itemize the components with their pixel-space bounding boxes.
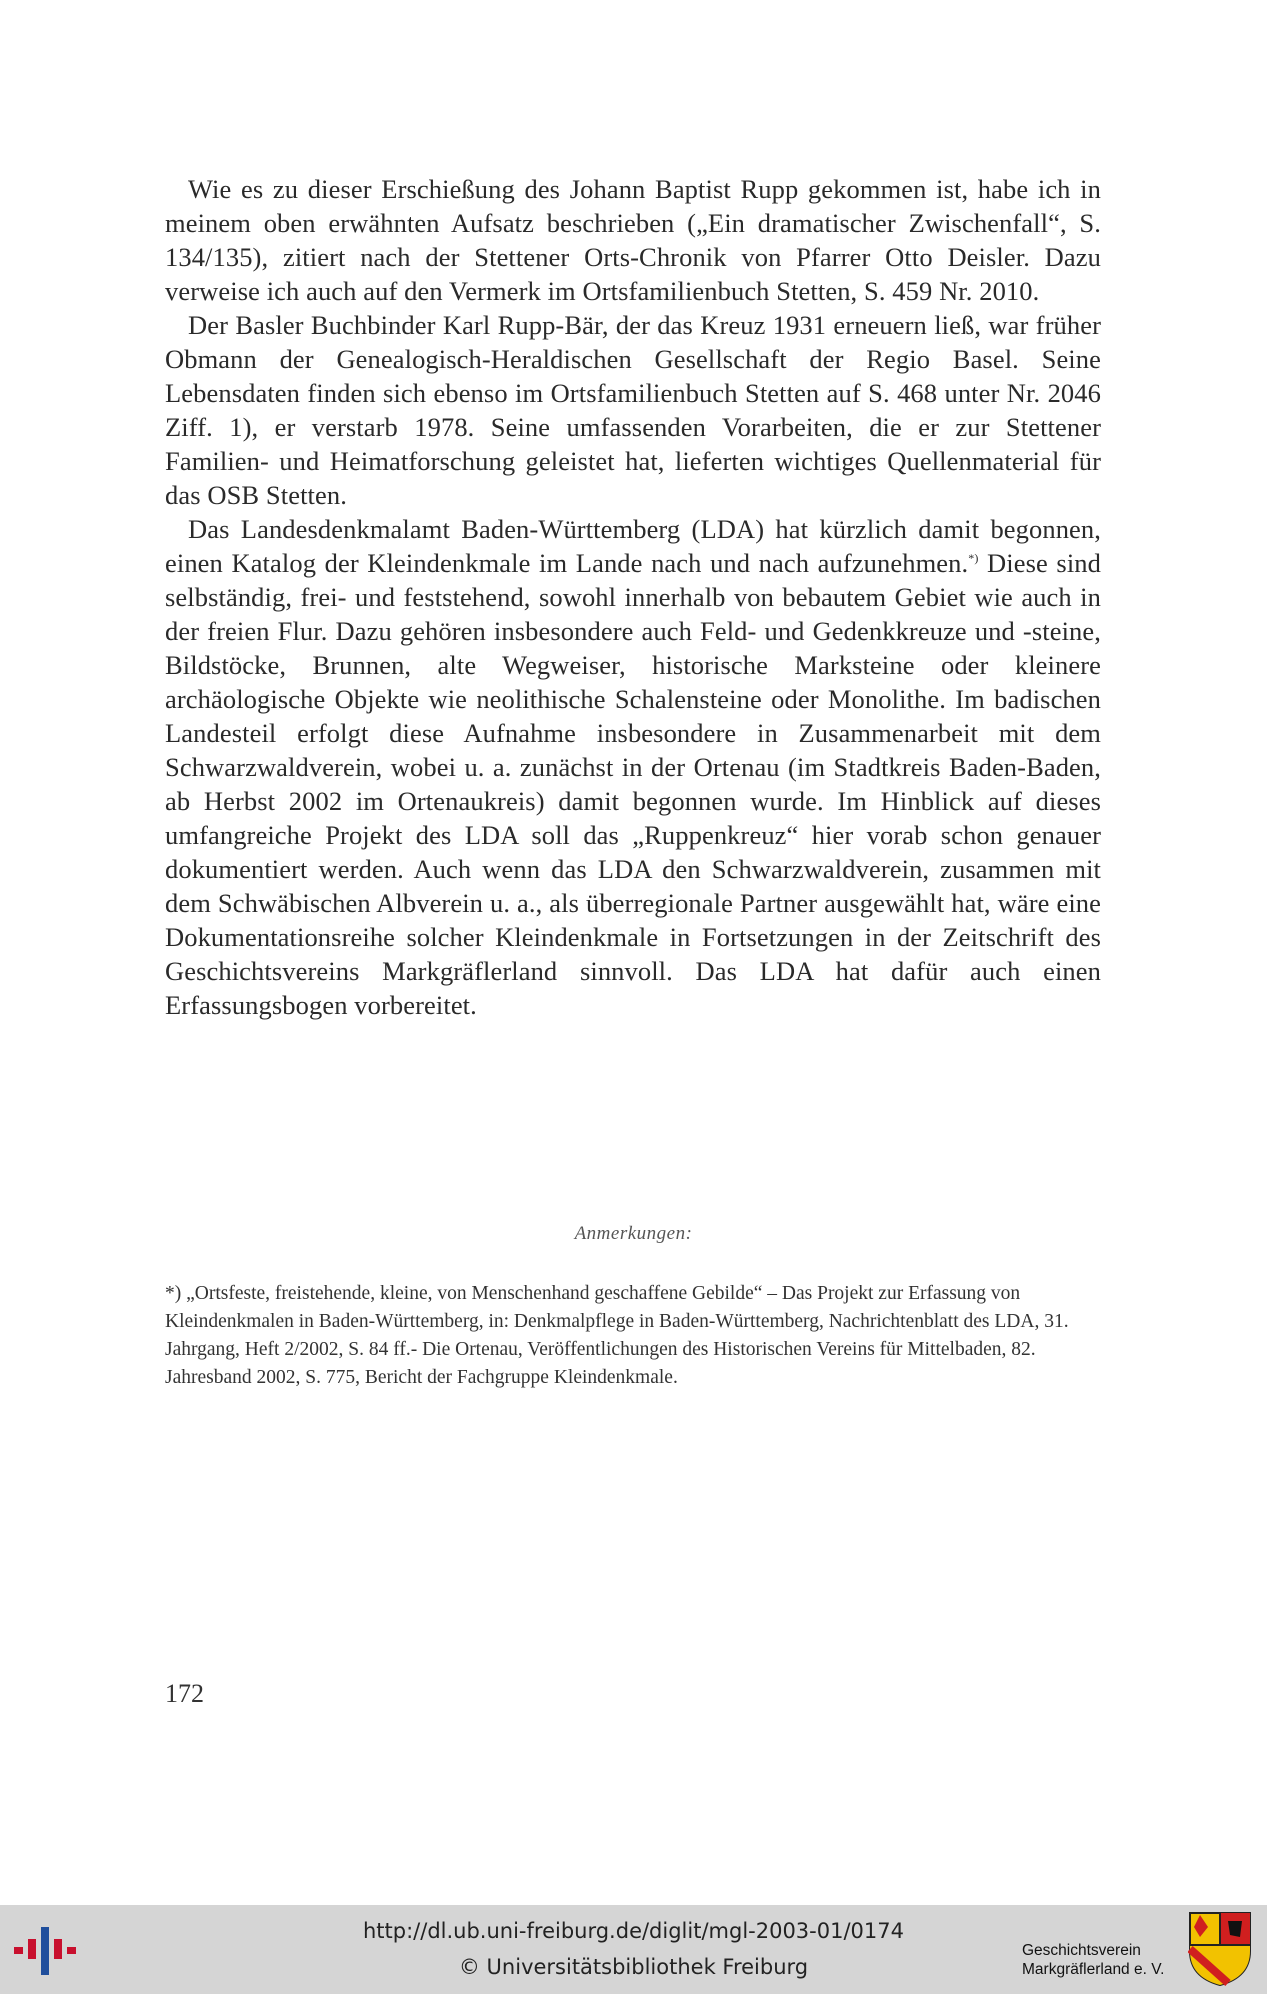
association-name-line-2: Markgräflerland e. V. [1022, 1961, 1165, 1978]
association-name-line-1: Geschichtsverein [1022, 1942, 1141, 1959]
coat-of-arms-icon [1188, 1911, 1252, 1992]
article-body [165, 172, 1101, 1022]
association-name [1022, 1941, 1164, 1979]
paragraph-1: Wie es zu dieser Erschießung des Johann Baptist Rupp gekommen ist, habe ich in meinem oben erwähnten Aufsatz beschrieben („Ein dramatischer Zwischenfall“, S. 134/135), zitiert nach der Stettener Orts-Chronik von Pfarrer Otto Deisler. Dazu verweise ich auch auf den Vermerk im Ortsfamilienbuch Stetten, S. 459 Nr. 2010. [165, 174, 1101, 306]
paragraph-2: Der Basler Buchbinder Karl Rupp-Bär, der das Kreuz 1931 erneuern ließ, war früher Obmann der Genealogisch-Heraldischen Gesellschaft der Regio Basel. Seine Lebensdaten finden sich ebenso im Ortsfamilienbuch Stetten auf S. 468 unter Nr. 2046 Ziff. 1), er verstarb 1978. Seine umfassenden Vorarbeiten, die er zur Stettener Familien- und Heimatforschung geleistet hat, lieferten wichtiges Quellenmaterial für das OSB Stetten. [165, 310, 1101, 510]
paragraph-3-part-a: Das Landesdenkmalamt Baden-Württemberg (LDA) hat kürzlich damit begonnen, einen Katalog der Kleindenkmale im Lande nach und nach aufzunehmen. [165, 514, 1101, 578]
paragraph-3 [165, 512, 1101, 1022]
footnote-reference[interactable]: *) [968, 551, 979, 565]
footer-bar [0, 1905, 1267, 1994]
page-number: 172 [165, 1679, 204, 1708]
notes-heading: Anmerkungen: [574, 1223, 693, 1244]
footnote: *) „Ortsfeste, freistehende, kleine, von Menschenhand geschaffene Gebilde“ – Das Projekt zur Erfassung von Kleindenkmalen in Baden-Württemberg, in: Denkmalpflege in Baden-Württemberg, Nachrichtenblatt des LDA, 31. Jahrgang, Heft 2/2002, S. 84 ff.- Die Ortenau, Veröffentlichungen des Historischen Vereins für Mittelbaden, 82. Jahresband 2002, S. 775, Bericht der Fachgruppe Kleindenkmale. [165, 1283, 1069, 1388]
permalink-url[interactable]: http://dl.ub.uni-freiburg.de/diglit/mgl-2003-01/0174 [362, 1919, 904, 1943]
paragraph-3-part-b: Diese sind selbständig, frei- und feststehend, sowohl innerhalb von bebautem Gebiet wie auch in der freien Flur. Dazu gehören insbesondere auch Feld- und Gedenkkreuze und -steine, Bildstöcke, Brunnen, alte Wegweiser, historische Marksteine oder kleinere archäologische Objekte wie neolithische Schalensteine oder Monolithe. Im badischen Landesteil erfolgt diese Aufnahme insbesondere in Zusammenarbeit mit dem Schwarzwaldverein, wobei u. a. zunächst in der Ortenau (im Stadtkreis Baden-Baden, ab Herbst 2002 im Ortenaukreis) damit begonnen wurde. Im Hinblick auf dieses umfangreiche Projekt des LDA soll das „Ruppenkreuz“ hier vorab schon genauer dokumentiert werden. Auch wenn das LDA den Schwarzwaldverein, zusammen mit dem Schwäbischen Albverein u. a., als überregionale Partner ausgewählt hat, wäre eine Dokumentationsreihe solcher Kleindenkmale in Fortsetzungen in der Zeitschrift des Geschichtsvereins Markgräflerland sinnvoll. Das LDA hat dafür auch einen Erfassungsbogen vorbereitet. [165, 548, 1101, 1020]
copyright-notice: © Universitätsbibliothek Freiburg [458, 1955, 809, 1979]
